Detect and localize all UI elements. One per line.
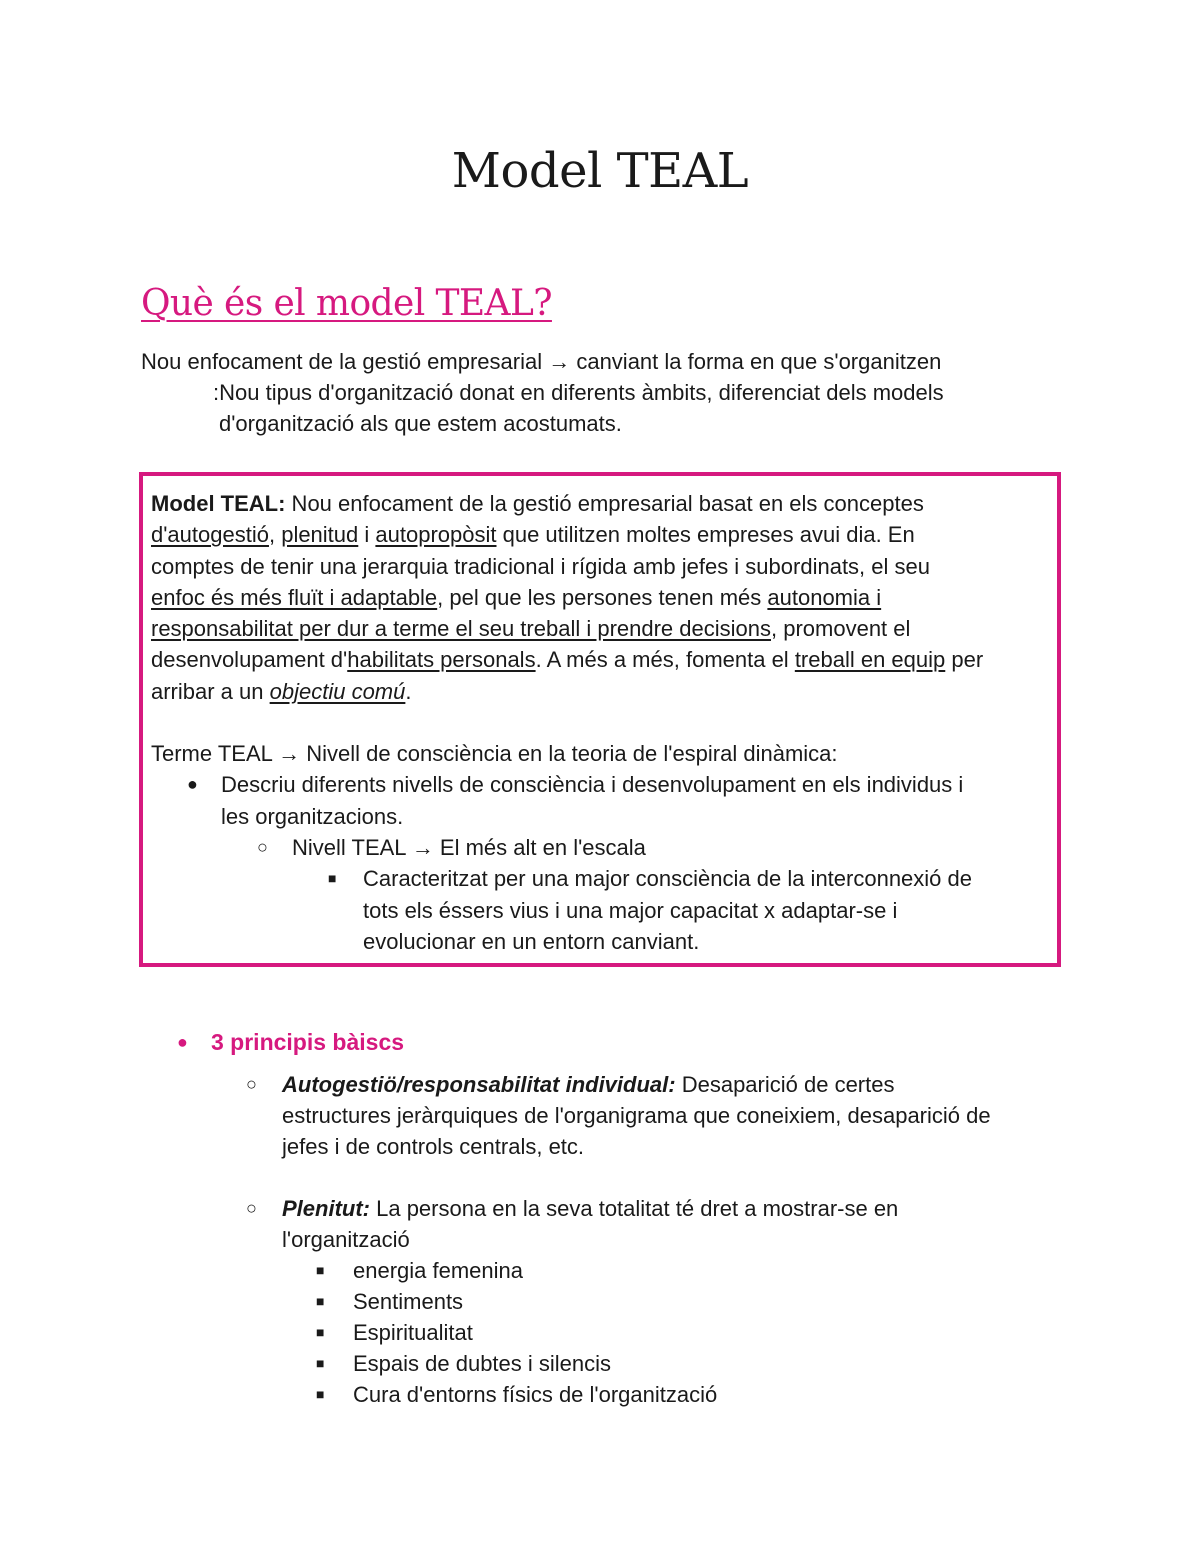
text-span: estructures jeràrquiques de l'organigrama que coneixiem, desaparició de: [282, 1103, 991, 1128]
square-bullet-icon: ■: [316, 1386, 325, 1402]
text-span: i: [358, 522, 376, 548]
text-span: comptes de tenir una jerarquia tradicional i rígida amb jefes i subordinats, el seu: [151, 553, 930, 579]
terme-teal-line: Terme TEAL → Nivell de consciència en la teoria de l'espiral dinàmica:: [151, 741, 838, 767]
text-span: .: [405, 678, 412, 704]
text-span: . A més a més, fomenta el: [535, 647, 795, 673]
principle-label: Plenitut:: [282, 1196, 370, 1221]
keyword-autoproposit: autopropòsit: [375, 522, 497, 548]
text-span: energia femenina: [353, 1258, 524, 1283]
text-span: Desaparició de certes: [675, 1072, 895, 1097]
text-span: l'organització: [282, 1227, 410, 1252]
spacer: [151, 707, 1051, 738]
text-span: per: [945, 647, 984, 673]
hollow-circle-bullet-icon: ○: [246, 1074, 257, 1094]
document-title: Model TEAL: [451, 143, 749, 199]
principles-heading: [141, 1027, 1061, 1058]
list-item: [141, 1379, 1061, 1410]
text-span: jefes i de controls centrals, etc.: [282, 1134, 585, 1159]
square-bullet-icon: ■: [316, 1324, 325, 1340]
hollow-circle-bullet-icon: ○: [246, 1198, 257, 1218]
definition-paragraph: [151, 488, 1051, 707]
text-span: evolucionar en un entorn canviant.: [363, 928, 700, 954]
text-span: Nivell TEAL → El més alt en l'escala: [292, 834, 646, 860]
list-item: [141, 1317, 1061, 1348]
list-item: [141, 1255, 1061, 1286]
intro-line-1: Nou enfocament de la gestió empresarial → canviant la forma en que s'organitzen: [141, 349, 942, 374]
definition-box: [139, 472, 1061, 967]
keyword-objectiu: objectiu comú: [269, 678, 406, 704]
square-bullet-icon: ■: [328, 870, 337, 887]
keyword-plenitud: plenitud: [281, 522, 359, 548]
keyword-habilitats: habilitats personals: [347, 647, 536, 673]
text-span: desenvolupament d': [151, 647, 348, 673]
keyword-autonomia: autonomia i: [767, 584, 882, 610]
section-heading: Què és el model TEAL?: [141, 283, 552, 324]
square-bullet-icon: ■: [316, 1355, 325, 1371]
spacer: [141, 1162, 1061, 1193]
principle-label: Autogestiö/responsabilitat individual:: [282, 1072, 676, 1097]
text-span: Caracteritzat per una major consciència de la interconnexió de: [363, 866, 972, 892]
text-span: La persona en la seva totalitat té dret a mostrar-se en: [370, 1196, 899, 1221]
keyword-treball-equip: treball en equip: [794, 647, 946, 673]
hollow-circle-bullet-icon: ○: [257, 836, 268, 857]
list-item: [141, 1286, 1061, 1317]
text-span: arribar a un: [151, 678, 270, 704]
text-span: ,: [268, 522, 282, 548]
text-span: que utilitzen moltes empreses avui dia. En: [496, 522, 915, 548]
square-bullet-icon: ■: [316, 1293, 325, 1309]
text-span: 3 principis bàiscs: [211, 1029, 405, 1055]
principle-autogestio: [141, 1069, 1061, 1162]
list-item: [141, 1348, 1061, 1379]
principle-plenitut: [141, 1193, 1061, 1255]
definition-box-content: [151, 488, 1051, 957]
text-span: , promovent el: [771, 616, 911, 642]
text-span: Sentiments: [353, 1289, 464, 1314]
text-span: Espiritualitat: [353, 1320, 473, 1345]
list-item-level2: [151, 832, 1051, 863]
keyword-autogestio: d'autogestió: [151, 522, 269, 548]
definition-label: Model TEAL:: [151, 491, 286, 516]
square-bullet-icon: ■: [316, 1262, 325, 1278]
text-span: les organitzacions.: [221, 803, 404, 829]
text-span: Nou enfocament de la gestió empresarial basat en els conceptes: [285, 491, 924, 516]
keyword-enfoc: enfoc és més fluït i adaptable: [151, 584, 438, 610]
text-span: , pel que les persones tenen més: [437, 584, 768, 610]
filled-circle-bullet-icon: ●: [177, 1032, 188, 1052]
text-span: Cura d'entorns físics de l'organització: [353, 1382, 718, 1407]
filled-circle-bullet-icon: ●: [187, 774, 198, 795]
list-item-level3: [151, 863, 1051, 957]
text-span: Espais de dubtes i silencis: [353, 1351, 612, 1376]
text-span: tots els éssers vius i una major capacitat x adaptar-se i: [363, 897, 898, 923]
text-span: Descriu diferents nivells de consciència i desenvolupament en els individus i: [221, 772, 964, 798]
list-item-level1: [151, 769, 1051, 832]
intro-line-2: :Nou tipus d'organització donat en diferents àmbits, diferenciat dels models: [213, 380, 944, 405]
intro-line-3: d'organització als que estem acostumats.: [219, 411, 622, 436]
keyword-responsabilitat: responsabilitat per dur a terme el seu treball i prendre decisions: [151, 616, 771, 642]
principles-section: [141, 1027, 1061, 1410]
